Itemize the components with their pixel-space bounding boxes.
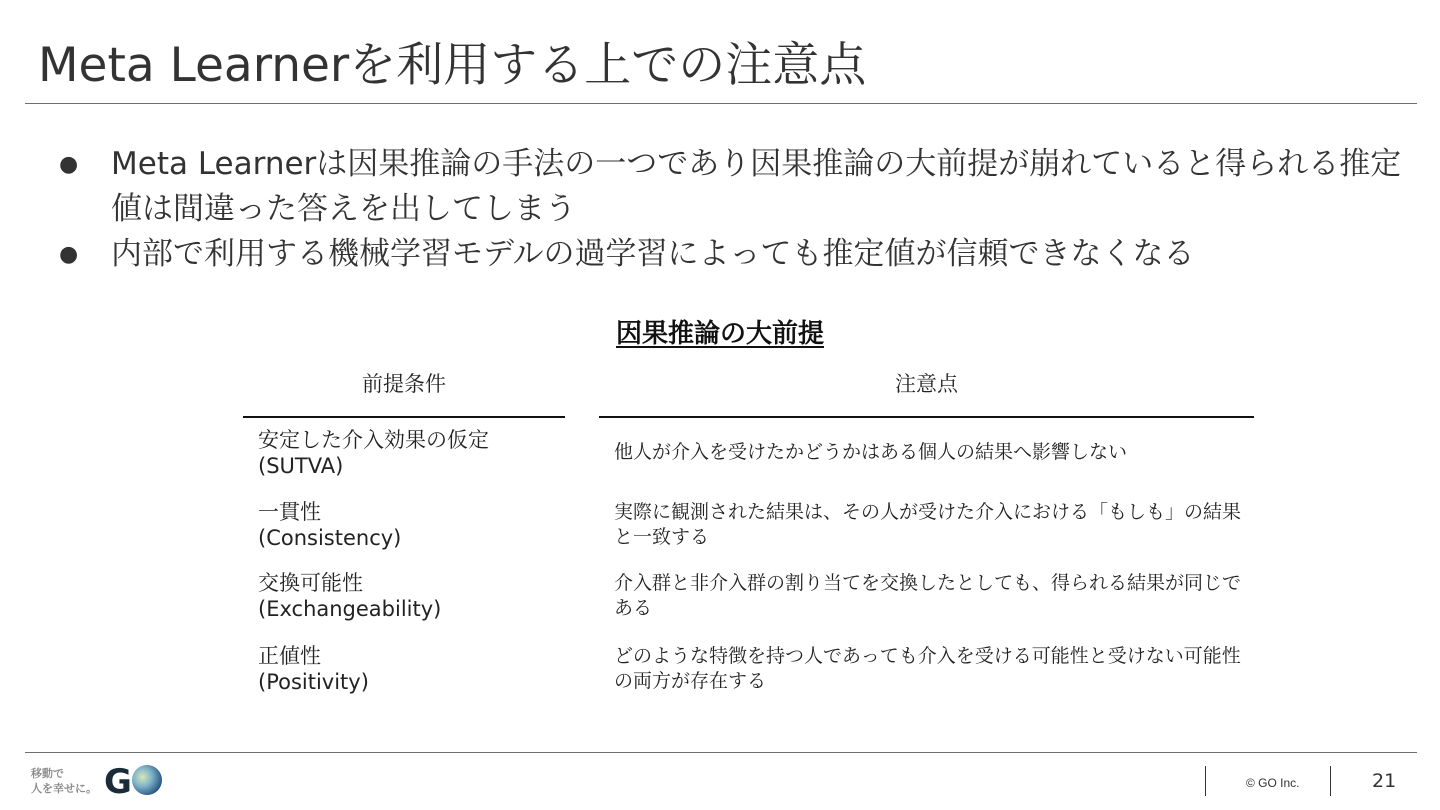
condition-name: 交換可能性 [258,571,363,595]
header-rule-condition [243,416,565,418]
logo-tagline-line: 移動で [31,767,64,780]
note-cell: どのような特徴を持つ人であっても介入を受ける可能性と受けない可能性の両方が存在する [614,645,1241,692]
note-cell: 実際に観測された結果は、その人が受けた介入における「もしも」の結果と一致する [614,501,1242,548]
bullet-text: 内部で利用する機械学習モデルの過学習によっても推定値が信頼できなくなる [111,236,1195,272]
condition-name: 一貫性 [258,500,321,524]
condition-english: (Positivity) [258,670,369,694]
title-divider [25,103,1417,104]
condition-name: 安定した介入効果の仮定 [258,428,489,452]
footer-divider [25,752,1417,753]
column-header-condition: 前提条件 [362,372,446,396]
go-logo-icon [104,762,166,798]
bullet-text: Meta Learnerは因果推論の手法の一つであり因果推論の大前提が崩れていると得られる推定値は間違った答えを出してしまう [111,146,1402,227]
bullet-marker: ● [59,152,79,177]
condition-english: (Exchangeability) [258,597,442,621]
page-number: 21 [1372,770,1397,792]
bullet-list [55,142,1415,277]
note-cell: 介入群と非介入群の割り当てを交換したとしても、得られる結果が同じである [614,572,1242,619]
bullet-item [55,232,1415,277]
logo-orb [132,765,162,795]
condition-cell [258,570,558,622]
logo-tagline-line: 人を幸せに。 [31,782,97,795]
slide-title: Meta Learnerを利用する上での注意点 [38,38,867,93]
footer-separator [1330,766,1331,796]
condition-english: (Consistency) [258,526,402,550]
condition-name: 正値性 [258,644,321,668]
bullet-item [55,142,1415,232]
bullet-marker: ● [59,242,79,267]
condition-cell [258,643,558,695]
condition-english: (SUTVA) [258,454,344,478]
note-cell: 他人が介入を受けたかどうかはある個人の結果へ影響しない [614,441,1128,463]
logo-tagline [31,766,97,796]
column-header-note: 注意点 [895,372,958,396]
copyright-text: © GO Inc. [1246,776,1300,790]
logo-letter-g: G [104,762,132,798]
condition-cell [258,499,558,551]
table-title: 因果推論の大前提 [615,319,824,349]
footer-separator [1205,766,1206,796]
condition-cell [258,427,558,479]
header-rule-note [599,416,1254,418]
